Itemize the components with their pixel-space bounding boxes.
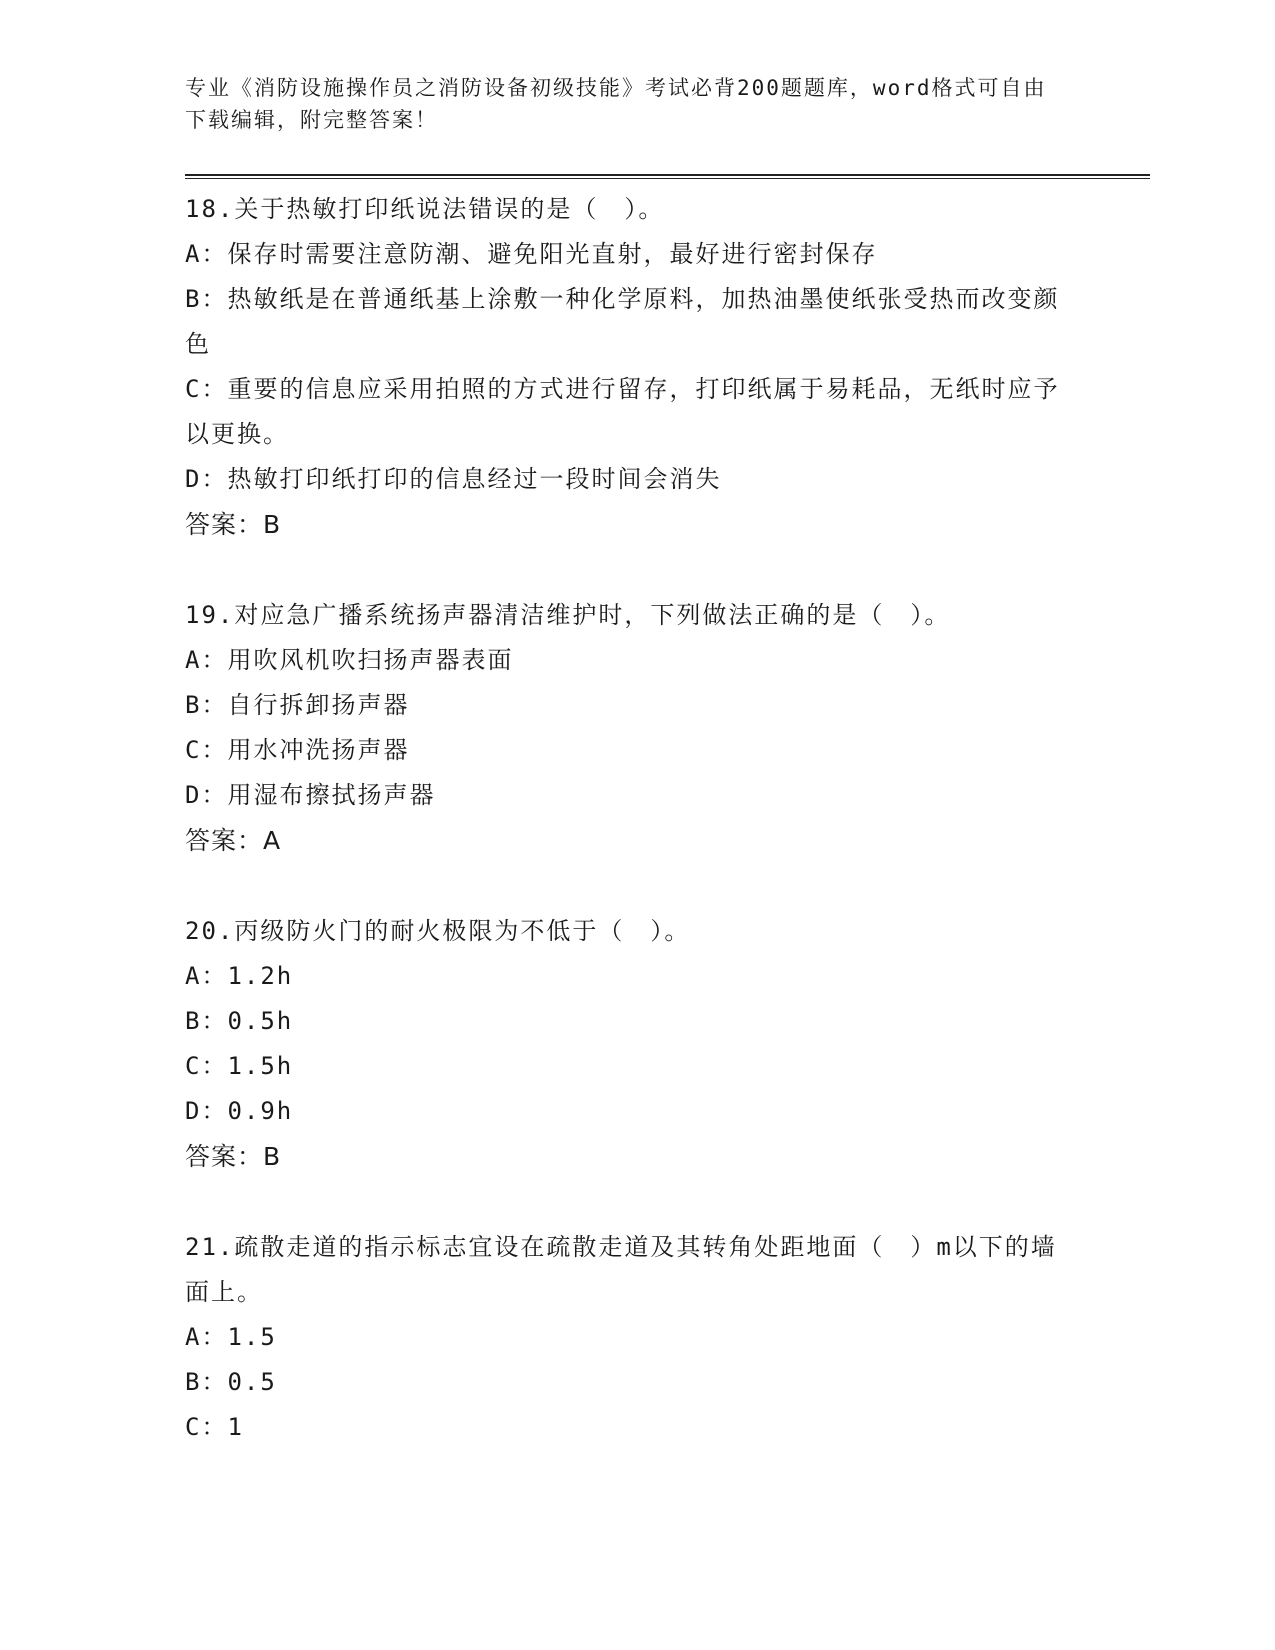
question-stem: 19.对应急广播系统扬声器清洁维护时，下列做法正确的是（ ）。 xyxy=(185,601,951,629)
option-b: B：自行拆卸扬声器 xyxy=(185,691,410,719)
answer-label: 答案：A xyxy=(185,826,282,855)
header-divider xyxy=(185,174,1150,179)
question-stem: 20.丙级防火门的耐火极限为不低于（ ）。 xyxy=(185,917,691,945)
question-19 xyxy=(185,593,1150,863)
option-a: A：保存时需要注意防潮、避免阳光直射，最好进行密封保存 xyxy=(185,240,878,268)
option-c: C：1.5h xyxy=(185,1052,294,1080)
question-18 xyxy=(185,187,1150,547)
option-c: C：1 xyxy=(185,1413,244,1441)
document-page xyxy=(185,72,1150,1496)
question-20 xyxy=(185,909,1150,1179)
question-list xyxy=(185,187,1150,1450)
option-d: D：用湿布擦拭扬声器 xyxy=(185,781,436,809)
answer-label: 答案：B xyxy=(185,1142,282,1171)
answer-label: 答案：B xyxy=(185,510,282,539)
question-21 xyxy=(185,1225,1150,1450)
option-c: C：重要的信息应采用拍照的方式进行留存，打印纸属于易耗品，无纸时应予以更换。 xyxy=(185,375,1060,448)
option-a: A：用吹风机吹扫扬声器表面 xyxy=(185,646,514,674)
option-d: D：热敏打印纸打印的信息经过一段时间会消失 xyxy=(185,465,722,493)
question-stem: 21.疏散走道的指示标志宜设在疏散走道及其转角处距地面（ ）m以下的墙面上。 xyxy=(185,1233,1057,1306)
option-b: B：热敏纸是在普通纸基上涂敷一种化学原料，加热油墨使纸张受热而改变颜色 xyxy=(185,285,1060,358)
option-b: B：0.5h xyxy=(185,1007,294,1035)
option-a: A：1.2h xyxy=(185,962,294,990)
option-d: D：0.9h xyxy=(185,1097,294,1125)
document-header-title: 专业《消防设施操作员之消防设备初级技能》考试必背200题题库，word格式可自由下载编辑，附完整答案！ xyxy=(185,76,1047,132)
option-a: A：1.5 xyxy=(185,1323,277,1351)
option-b: B：0.5 xyxy=(185,1368,277,1396)
option-c: C：用水冲洗扬声器 xyxy=(185,736,410,764)
question-stem: 18.关于热敏打印纸说法错误的是（ ）。 xyxy=(185,195,665,223)
